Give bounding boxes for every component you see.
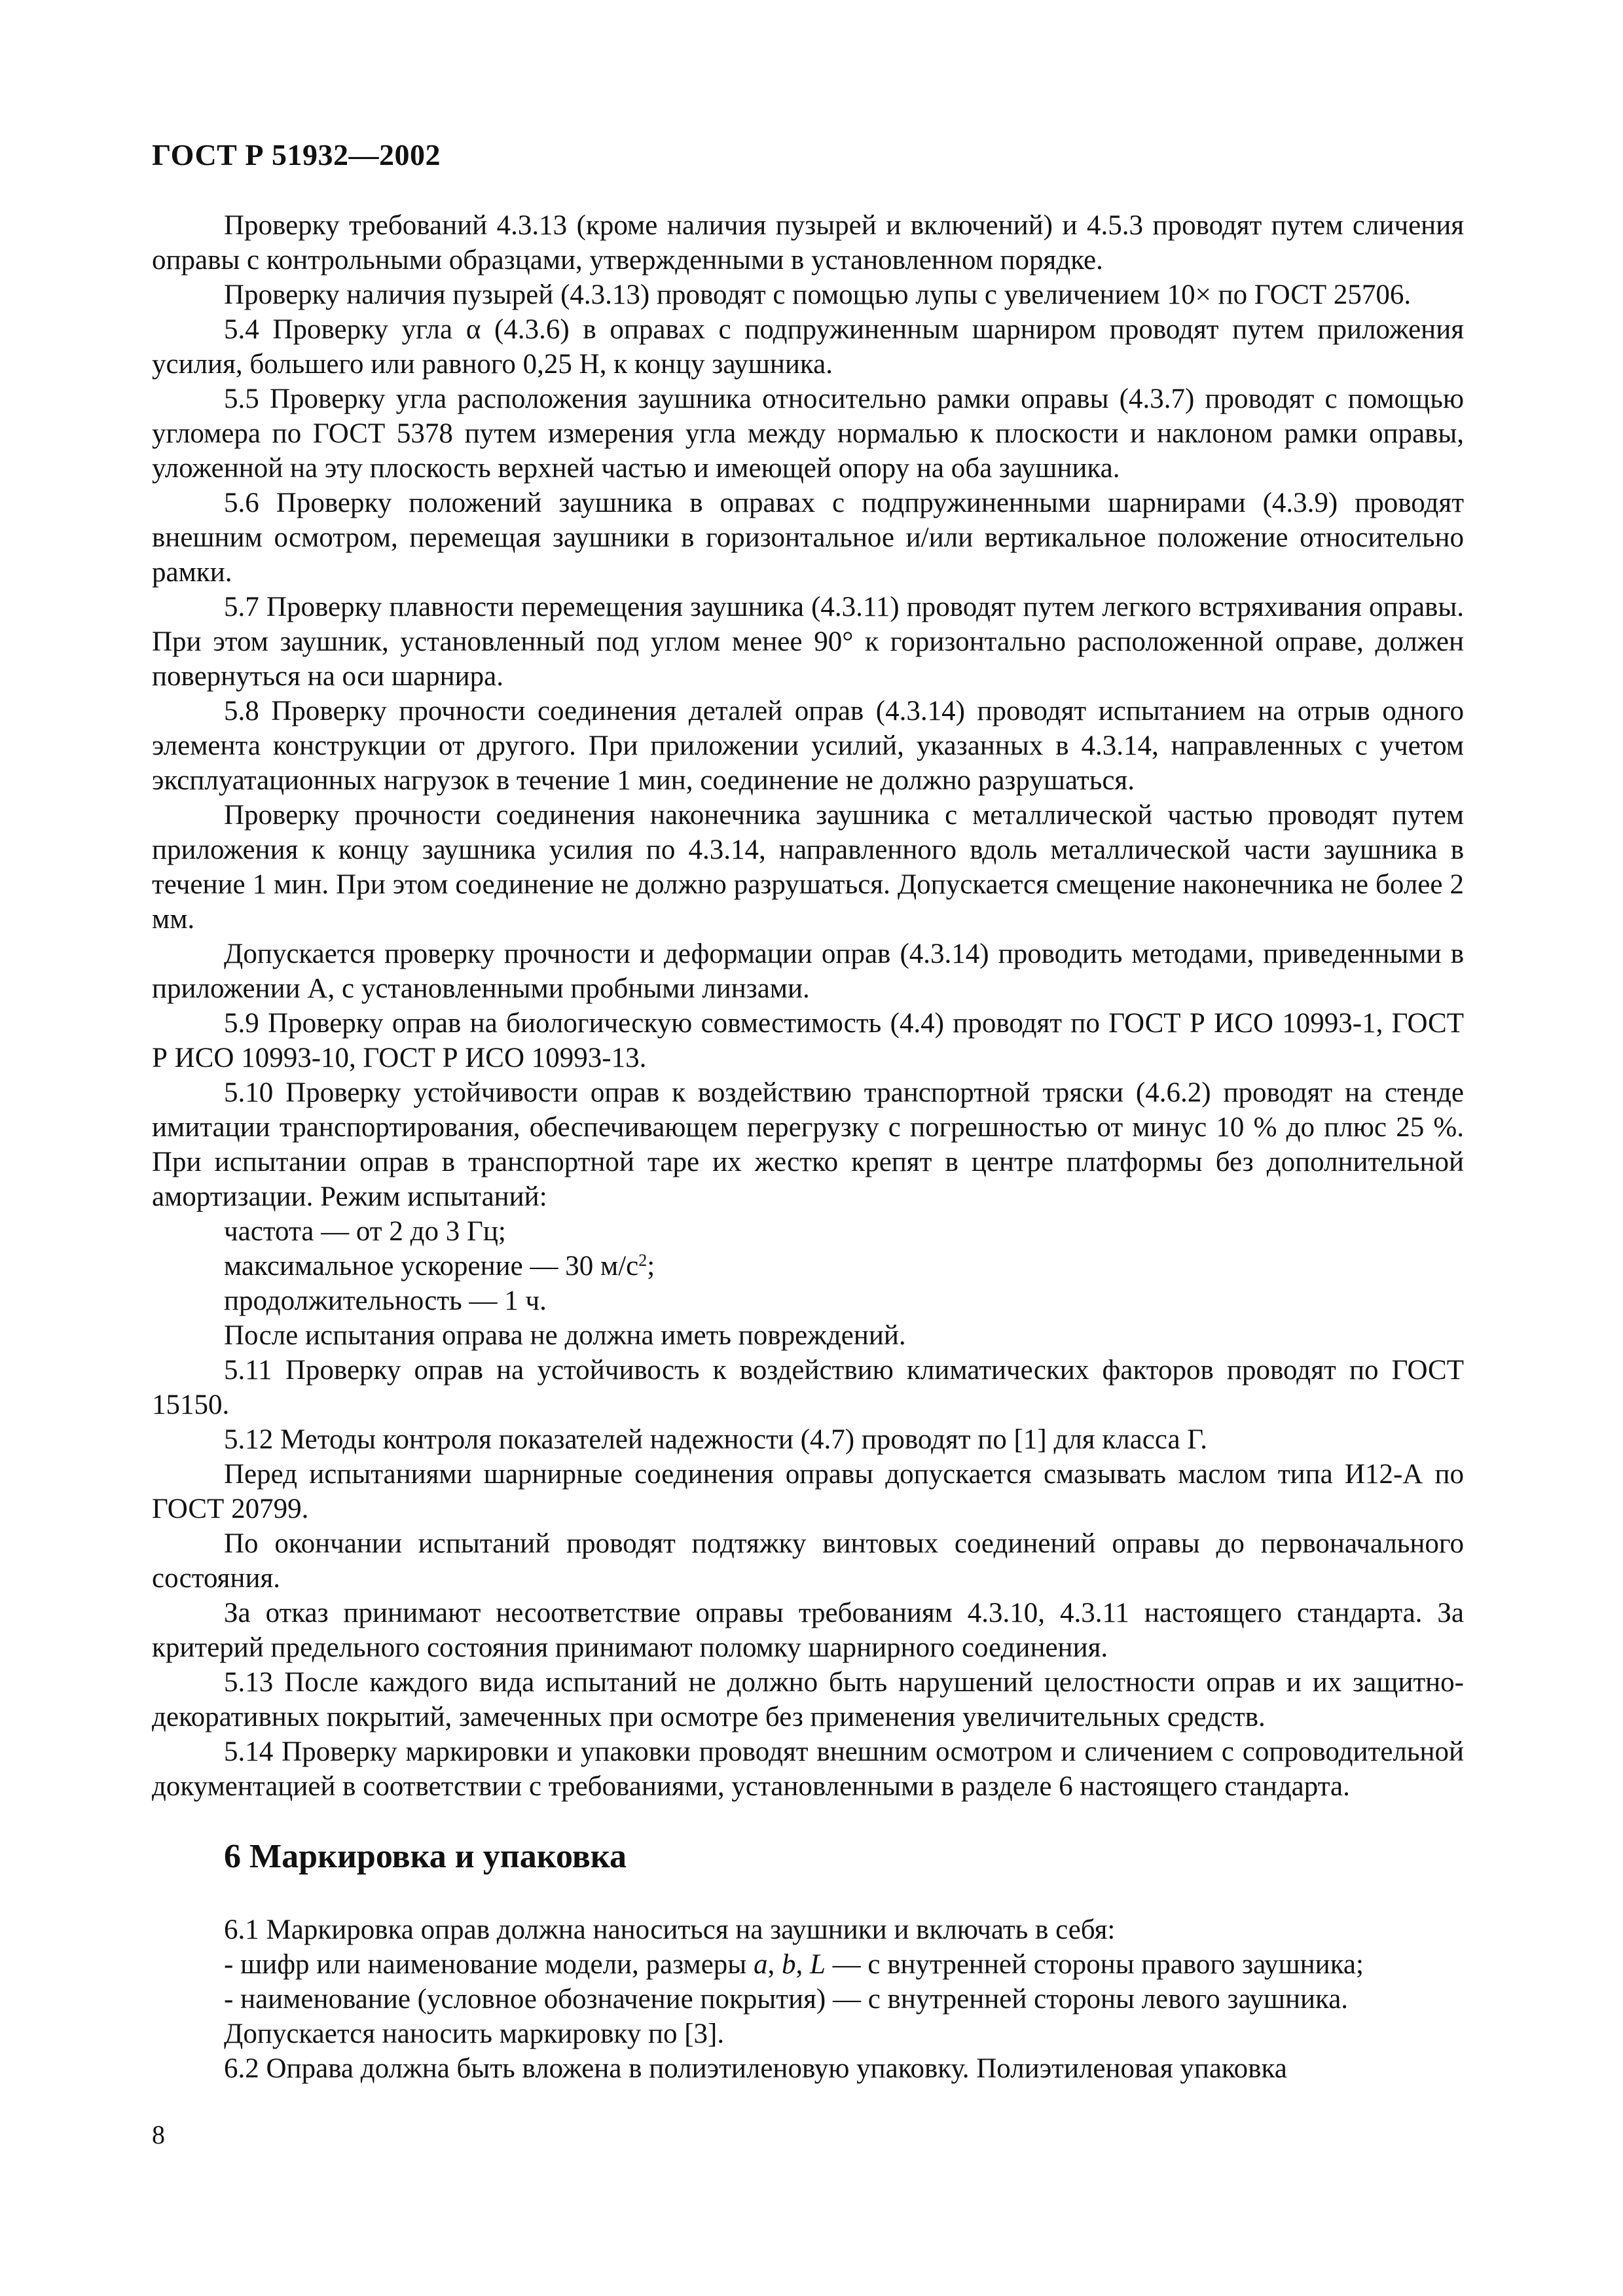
acceleration-superscript: 2: [638, 1251, 647, 1270]
paragraph-6-1: 6.1 Маркировка оправ должна наноситься на заушники и включать в себя:: [224, 1914, 1116, 1945]
test-mode-frequency: частота — от 2 до 3 Гц;: [224, 1216, 506, 1247]
acceleration-suffix: ;: [647, 1251, 655, 1282]
paragraph-5-5: 5.5 Проверку угла расположения заушника относительно рамки оправы (4.3.7) проводят с помощью угломера по ГОСТ 5378 путем измерения угла между нормалью к плоскости и наклоном рамки оправы, уложенной на эту плоскость верхней частью и имеющей опору на оба заушника.: [152, 384, 1464, 484]
document-code: ГОСТ Р 51932—2002: [152, 138, 441, 171]
paragraph-5-8: 5.8 Проверку прочности соединения деталей оправ (4.3.14) проводят испытанием на отрыв одного элемента конструкции от другого. При приложении усилий, указанных в 4.3.14, направленных с учетом эксплуатационных нагрузок в течение 1 мин, соединение не должно разрушаться.: [152, 696, 1464, 796]
paragraph: Допускается наносить маркировку по [3].: [224, 2018, 725, 2049]
paragraph: После испытания оправа не должна иметь повреждений.: [224, 1320, 906, 1351]
page-number: 8: [152, 2120, 165, 2149]
separator: ,: [767, 1949, 782, 1980]
document-body: [152, 208, 1464, 2086]
paragraph: Допускается проверку прочности и деформации оправ (4.3.14) проводить методами, приведенными в приложении А, с установленными пробными линзами.: [152, 939, 1464, 1004]
section-heading: 6 Маркировка и упаковка: [224, 1838, 627, 1875]
paragraph-5-12: 5.12 Методы контроля показателей надежности (4.7) проводят по [1] для класса Г.: [224, 1424, 1208, 1455]
paragraph: Перед испытаниями шарнирные соединения оправы допускается смазывать маслом типа И12-А по ГОСТ 20799.: [152, 1459, 1464, 1524]
paragraph-5-6: 5.6 Проверку положений заушника в оправах с подпружиненными шарнирами (4.3.9) проводят внешним осмотром, перемещая заушники в горизонтальное и/или вертикальное положение относительно рамки.: [152, 488, 1464, 588]
paragraph-5-11: 5.11 Проверку оправ на устойчивость к воздействию климатических факторов проводят по ГОСТ 15150.: [152, 1355, 1464, 1420]
separator: ,: [795, 1949, 810, 1980]
size-a: a: [753, 1949, 768, 1980]
paragraph-5-4: 5.4 Проверку угла α (4.3.6) в оправах с подпружиненным шарниром проводят путем приложения усилия, большего или равного 0,25 Н, к концу заушника.: [152, 314, 1464, 380]
dash-item-text: - шифр или наименование модели, размеры: [224, 1949, 754, 1980]
dash-item-right-temple: [152, 1947, 1464, 1982]
paragraph: Проверку наличия пузырей (4.3.13) проводят с помощью лупы с увеличением 10× по ГОСТ 25706.: [224, 279, 1412, 310]
acceleration-text: максимальное ускорение — 30 м/с: [224, 1251, 639, 1282]
paragraph-5-10: 5.10 Проверку устойчивости оправ к воздействию транспортной тряски (4.6.2) проводят на стенде имитации транспортирования, обеспечивающем перегрузку с погрешностью от минус 10 % до плюс 25 %. При испытании оправ в транспортной таре их жестко крепят в центре платформы без дополнительной амортизации. Режим испытаний:: [152, 1077, 1464, 1212]
test-mode-acceleration: [152, 1249, 1464, 1283]
paragraph-5-9: 5.9 Проверку оправ на биологическую совместимость (4.4) проводят по ГОСТ Р ИСО 10993-1, ГОСТ Р ИСО 10993-10, ГОСТ Р ИСО 10993-13.: [152, 1008, 1464, 1073]
paragraph: По окончании испытаний проводят подтяжку винтовых соединений оправы до первоначального состояния.: [152, 1528, 1464, 1594]
size-L: L: [809, 1949, 826, 1980]
paragraph-6-2: 6.2 Оправа должна быть вложена в полиэтиленовую упаковку. Полиэтиленовая упаковка: [224, 2053, 1287, 2084]
dash-item-left-temple: - наименование (условное обозначение покрытия) — с внутренней стороны левого заушника.: [224, 1984, 1349, 2015]
size-b: b: [781, 1949, 796, 1980]
paragraph-5-13: 5.13 После каждого вида испытаний не должно быть нарушений целостности оправ и их защитно-декоративных покрытий, замеченных при осмотре без применения увеличительных средств.: [152, 1667, 1464, 1732]
paragraph-5-14: 5.14 Проверку маркировки и упаковки проводят внешним осмотром и сличением с сопроводительной документацией в соответствии с требованиями, установленными в разделе 6 настоящего стандарта.: [152, 1736, 1464, 1802]
paragraph-5-7: 5.7 Проверку плавности перемещения заушника (4.3.11) проводят путем легкого встряхивания оправы. При этом заушник, установленный под углом менее 90° к горизонтально расположенной оправе, должен повернуться на оси шарнира.: [152, 592, 1464, 692]
dash-item-suffix: — с внутренней стороны правого заушника;: [825, 1949, 1364, 1980]
test-mode-duration: продолжительность — 1 ч.: [224, 1285, 547, 1316]
paragraph: Проверку прочности соединения наконечника заушника с металлической частью проводят путем приложения к концу заушника усилия по 4.3.14, направленного вдоль металлической части заушника в течение 1 мин. При этом соединение не должно разрушаться. Допускается смещение наконечника не более 2 мм.: [152, 800, 1464, 935]
paragraph: За отказ принимают несоответствие оправы требованиям 4.3.10, 4.3.11 настоящего стандарта. За критерий предельного состояния принимают поломку шарнирного соединения.: [152, 1598, 1464, 1663]
paragraph: Проверку требований 4.3.13 (кроме наличия пузырей и включений) и 4.5.3 проводят путем сличения оправы с контрольными образцами, утвержденными в установленном порядке.: [152, 210, 1464, 276]
